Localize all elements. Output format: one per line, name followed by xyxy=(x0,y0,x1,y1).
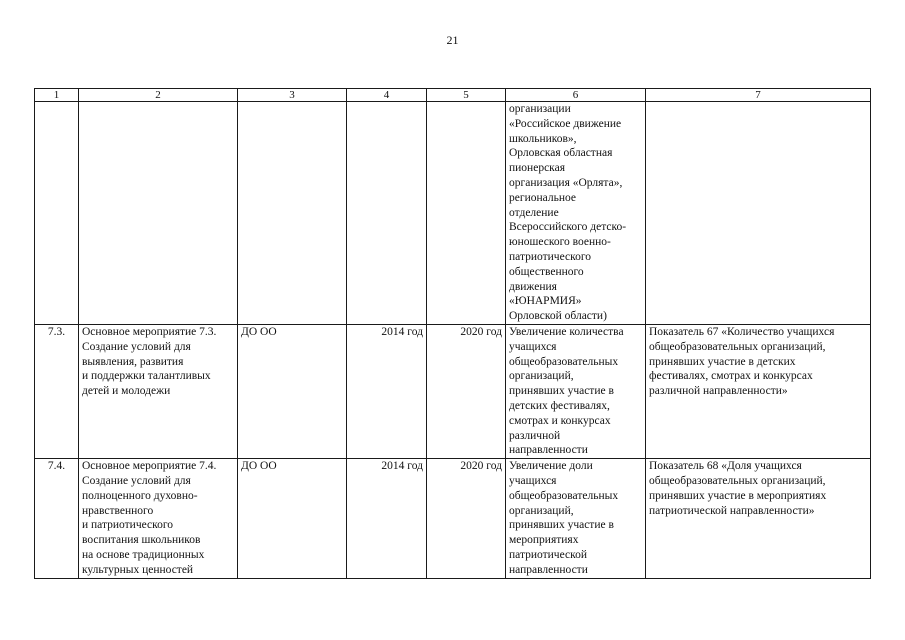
column-number-row xyxy=(35,89,871,102)
participants-cell: организации «Российское движение школьников», Орловская областная пионерская организация «Орлята», региональное отделение Всероссийского детско- юношеского военно- патриотического общественного движения «ЮНАРМИЯ» Орловской области) xyxy=(506,102,646,325)
empty-cell xyxy=(646,102,871,325)
column-number: 1 xyxy=(35,89,79,102)
indicator: Показатель 68 «Доля учащихся общеобразовательных организаций, принявших участие в мероприятиях патриотической направленности» xyxy=(646,459,871,578)
end-year: 2020 год xyxy=(427,459,506,578)
row-number: 7.3. xyxy=(35,324,79,458)
table-row xyxy=(35,324,871,458)
end-year: 2020 год xyxy=(427,324,506,458)
column-number: 7 xyxy=(646,89,871,102)
indicator: Показатель 67 «Количество учащихся общеобразовательных организаций, принявших участие в детских фестивалях, смотрах и конкурсах различной направленности» xyxy=(646,324,871,458)
column-number: 4 xyxy=(347,89,427,102)
start-year: 2014 год xyxy=(347,324,427,458)
empty-cell xyxy=(79,102,238,325)
expected-result: Увеличение доли учащихся общеобразовательных организаций, принявших участие в мероприятиях патриотической направленности xyxy=(506,459,646,578)
start-year: 2014 год xyxy=(347,459,427,578)
empty-cell xyxy=(35,102,79,325)
empty-cell xyxy=(347,102,427,325)
page-number: 21 xyxy=(446,33,459,47)
empty-cell xyxy=(427,102,506,325)
expected-result: Увеличение количества учащихся общеобразовательных организаций, принявших участие в детских фестивалях, смотрах и конкурсах различной направленности xyxy=(506,324,646,458)
column-number: 3 xyxy=(238,89,347,102)
event-name: Основное мероприятие 7.4. Создание условий для полноценного духовно- нравственного и патриотического воспитания школьников на основе традиционных культурных ценностей xyxy=(79,459,238,578)
executor: ДО ОО xyxy=(238,324,347,458)
column-number: 6 xyxy=(506,89,646,102)
measures-table xyxy=(34,88,871,579)
continuation-row xyxy=(35,102,871,325)
event-name: Основное мероприятие 7.3. Создание условий для выявления, развития и поддержки талантливых детей и молодежи xyxy=(79,324,238,458)
column-number: 5 xyxy=(427,89,506,102)
column-number: 2 xyxy=(79,89,238,102)
executor: ДО ОО xyxy=(238,459,347,578)
table-row xyxy=(35,459,871,578)
row-number: 7.4. xyxy=(35,459,79,578)
empty-cell xyxy=(238,102,347,325)
